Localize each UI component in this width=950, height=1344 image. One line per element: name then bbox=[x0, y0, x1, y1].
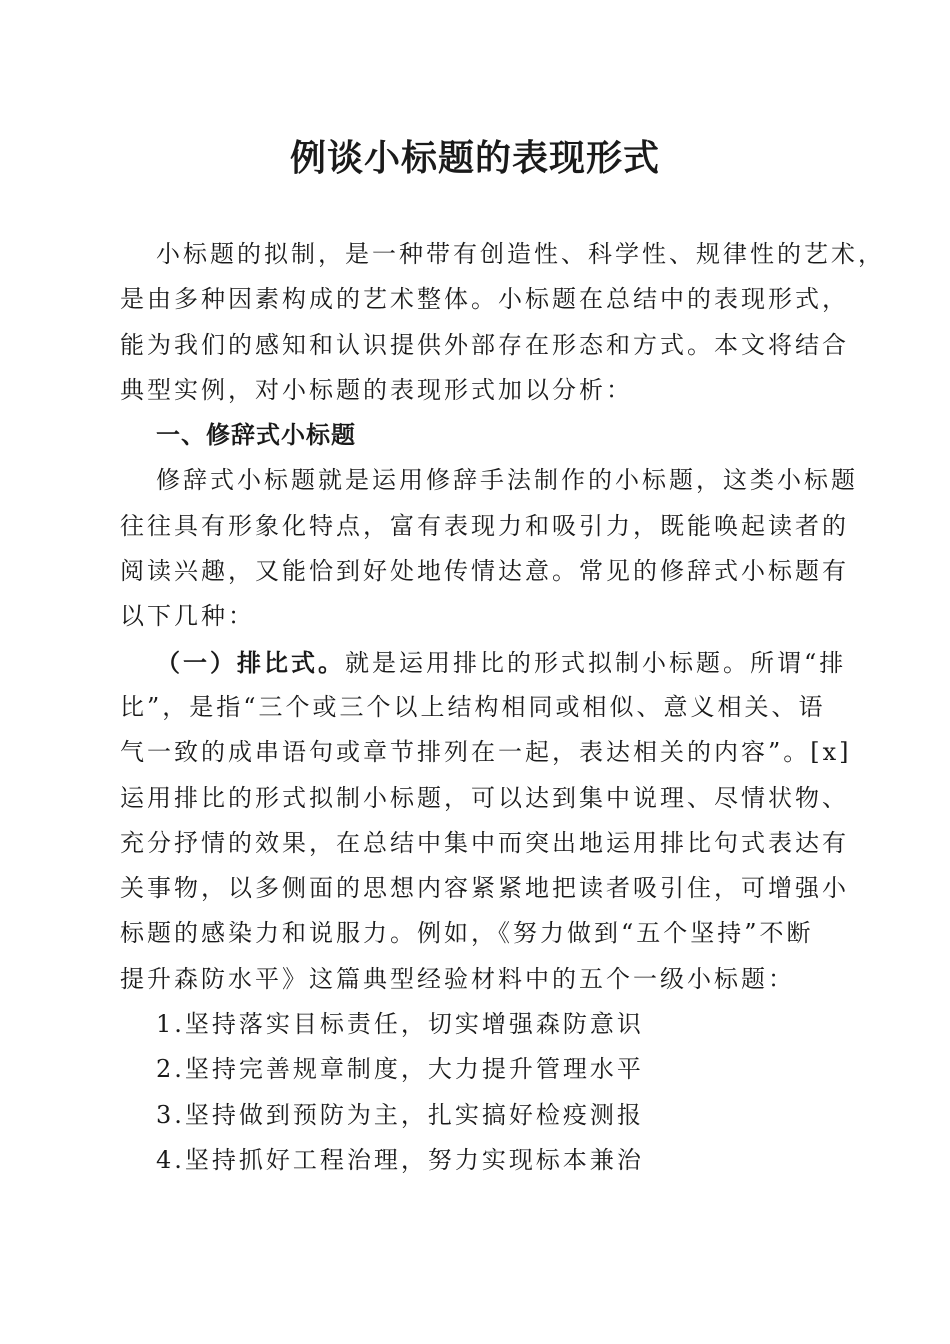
list-item: 2.坚持完善规章制度，大力提升管理水平 bbox=[156, 1055, 644, 1084]
intro-line-4: 典型实例，对小标题的表现形式加以分析： bbox=[120, 375, 633, 404]
subsection-term-parallelism: （一）排比式。 bbox=[156, 647, 345, 677]
list-item: 3.坚持做到预防为主，扎实搞好检疫测报 bbox=[156, 1100, 644, 1129]
intro-line-2: 是由多种因素构成的艺术整体。小标题在总结中的表现形式， bbox=[120, 285, 849, 314]
list-item: 4.坚持抓好工程治理，努力实现标本兼治 bbox=[156, 1145, 644, 1174]
subsection1-line-8: 提升森防水平》这篇典型经验材料中的五个一级小标题： bbox=[120, 964, 795, 993]
subsection1-line-2: 比”，是指“三个或三个以上结构相同或相似、意义相关、语 bbox=[120, 692, 826, 721]
section1-line-2: 往往具有形象化特点，富有表现力和吸引力，既能唤起读者的 bbox=[120, 511, 849, 540]
subsection1-first-line-rest: 就是运用排比的形式拟制小标题。所谓“排 bbox=[345, 648, 847, 677]
intro-line-3: 能为我们的感知和认识提供外部存在形态和方式。本文将结合 bbox=[120, 330, 849, 359]
subsection1-line-6: 关事物，以多侧面的思想内容紧紧地把读者吸引住，可增强小 bbox=[120, 874, 849, 903]
subsection1-line-5: 充分抒情的效果，在总结中集中而突出地运用排比句式表达有 bbox=[120, 828, 849, 857]
intro-line-1: 小标题的拟制，是一种带有创造性、科学性、规律性的艺术， bbox=[156, 240, 885, 268]
section-heading-rhetoric: 一、修辞式小标题 bbox=[156, 421, 356, 450]
subsection1-line-7: 标题的感染力和说服力。例如，《努力做到“五个坚持”不断 bbox=[120, 919, 814, 948]
subsection1-line-3: 气一致的成串语句或章节排列在一起，表达相关的内容”。[x] bbox=[120, 738, 852, 767]
section1-line-4: 以下几种： bbox=[120, 602, 255, 631]
subsection1-first-line bbox=[120, 640, 847, 685]
section1-line-3: 阅读兴趣，又能恰到好处地传情达意。常见的修辞式小标题有 bbox=[120, 557, 849, 586]
list-item: 1.坚持落实目标责任，切实增强森防意识 bbox=[156, 1010, 644, 1039]
document-title: 例谈小标题的表现形式 bbox=[289, 137, 660, 179]
document-body bbox=[120, 232, 885, 1183]
section1-line-1: 修辞式小标题就是运用修辞手法制作的小标题，这类小标题 bbox=[156, 466, 858, 495]
subsection1-line-4: 运用排比的形式拟制小标题，可以达到集中说理、尽情状物、 bbox=[120, 783, 849, 812]
